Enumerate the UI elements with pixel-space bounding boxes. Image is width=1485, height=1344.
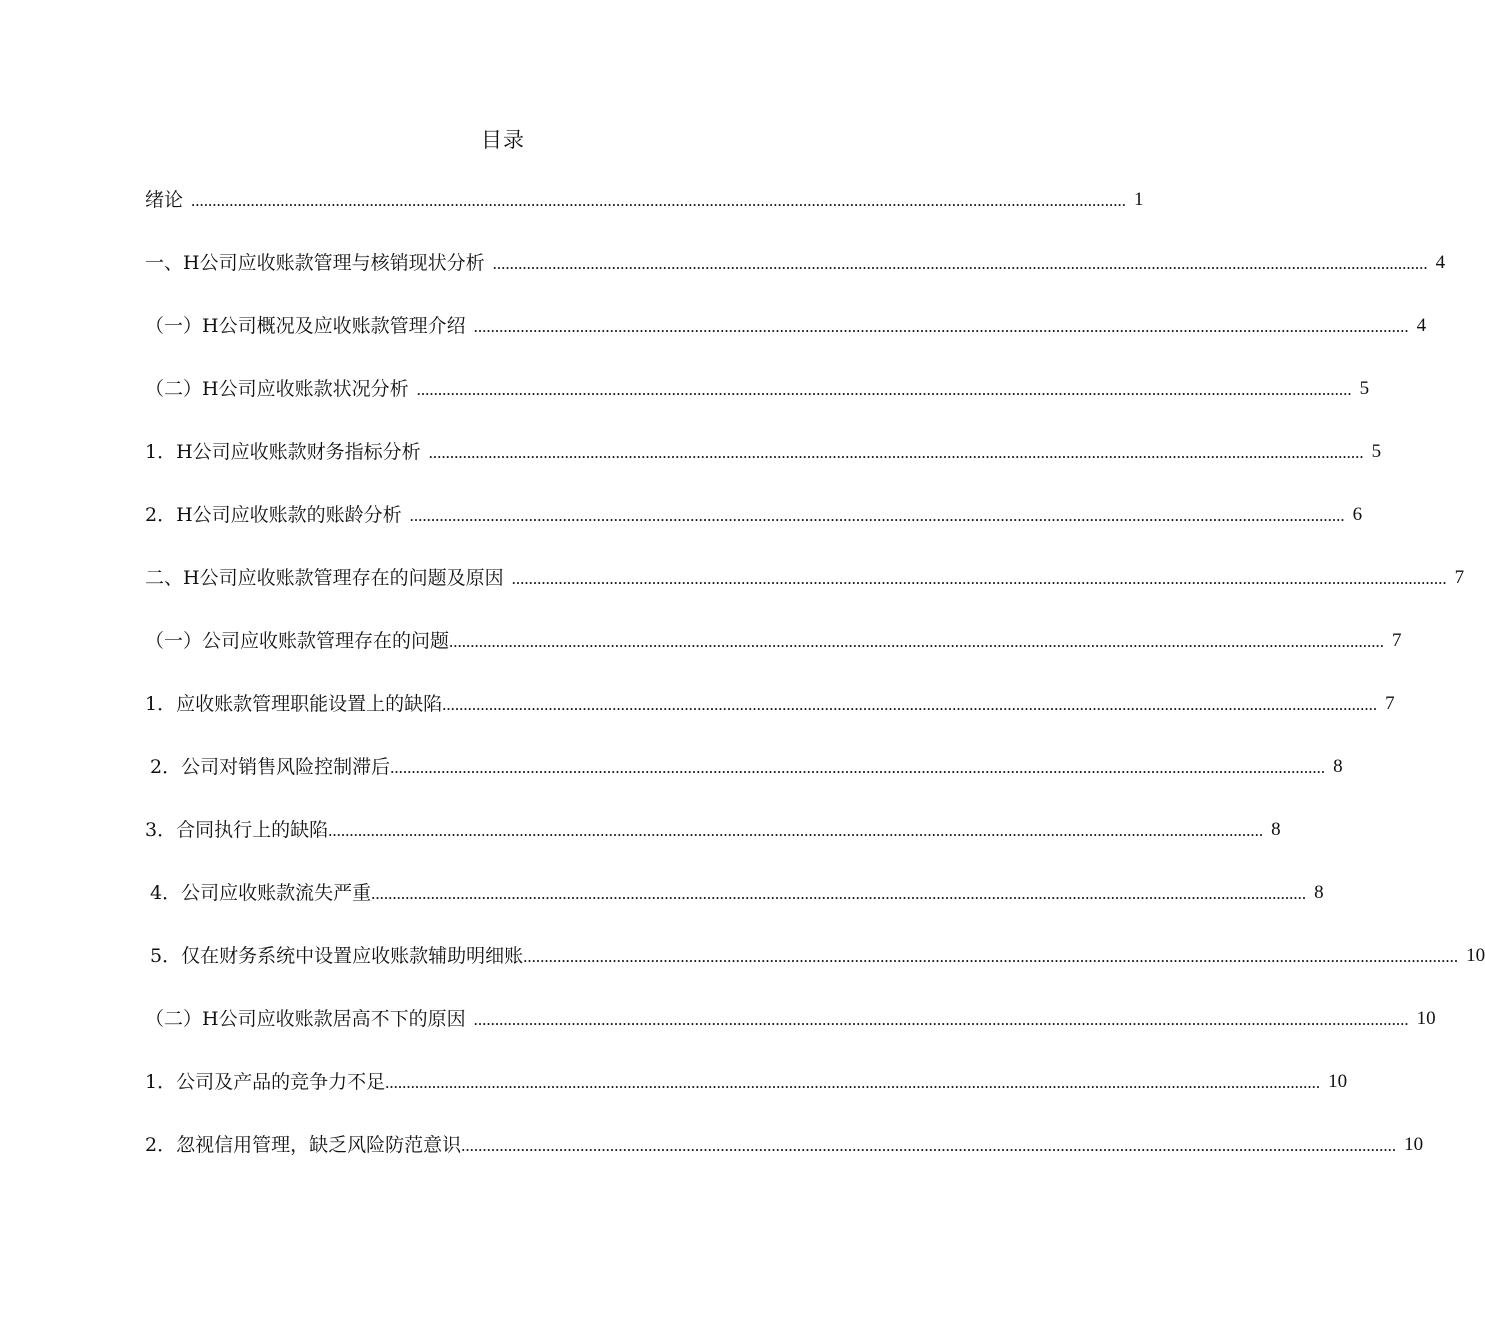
toc-entry-label: 2．H公司应收账款的账龄分析: [145, 504, 402, 526]
toc-leader-dots: ............................................................................................................................................................................................................................: [390, 758, 1326, 777]
toc-entry-label: 2．公司对销售风险控制滞后: [150, 756, 391, 778]
toc-entry-label: （二）H公司应收账款居高不下的原因: [145, 1008, 466, 1030]
toc-entry[interactable]: [150, 941, 1485, 971]
toc-page-number: 8: [1271, 819, 1281, 840]
toc-leader-dots: ............................................................................................................................................................................................................................: [449, 632, 1385, 651]
toc-entry[interactable]: [145, 185, 1144, 215]
toc-page-number: 10: [1466, 945, 1485, 966]
toc-page-number: 6: [1352, 504, 1363, 525]
toc-leader-dots: ............................................................................................................................................................................................................................: [328, 821, 1264, 840]
toc-title: 目录: [481, 128, 525, 152]
toc-entry[interactable]: [150, 878, 1324, 908]
toc-entry-label: 3．合同执行上的缺陷: [145, 819, 329, 841]
toc-page-number: 10: [1328, 1071, 1348, 1092]
toc-entry[interactable]: [150, 752, 1343, 782]
toc-entry-label: 1．应收账款管理职能设置上的缺陷: [145, 693, 443, 715]
toc-page-number: 8: [1314, 882, 1324, 903]
toc-entry[interactable]: [145, 563, 1465, 593]
toc-leader-dots: ............................................................................................................................................................................................................................: [442, 695, 1378, 714]
toc-page-number: 4: [1435, 252, 1446, 273]
toc-leader-dots: ............................................................................................................................................................................................................................: [428, 443, 1364, 462]
toc-leader-dots: ............................................................................................................................................................................................................................: [523, 947, 1459, 966]
toc-entry-label: 一、H公司应收账款管理与核销现状分析: [145, 252, 485, 274]
toc-entry-label: 二、H公司应收账款管理存在的问题及原因: [145, 567, 504, 589]
toc-entry-label: 2．忽视信用管理，缺乏风险防范意识: [145, 1134, 462, 1156]
toc-entry-label: 1．H公司应收账款财务指标分析: [145, 441, 421, 463]
toc-entry-label: 4．公司应收账款流失严重: [150, 882, 372, 904]
toc-entry-label: 5．仅在财务系统中设置应收账款辅助明细账: [150, 945, 524, 967]
toc-page-number: 10: [1404, 1134, 1424, 1155]
toc-entry[interactable]: [145, 500, 1363, 530]
toc-leader-dots: ............................................................................................................................................................................................................................: [473, 1010, 1409, 1029]
toc-entry[interactable]: [145, 311, 1427, 341]
toc-entry[interactable]: [145, 374, 1370, 404]
toc-page-number: 10: [1416, 1008, 1436, 1029]
toc-leader-dots: ............................................................................................................................................................................................................................: [473, 317, 1409, 336]
toc-page-number: 8: [1333, 756, 1343, 777]
toc-page-number: 5: [1371, 441, 1382, 462]
toc-leader-dots: ............................................................................................................................................................................................................................: [371, 884, 1307, 903]
toc-leader-dots: ............................................................................................................................................................................................................................: [492, 254, 1428, 273]
toc-entry[interactable]: [145, 626, 1402, 656]
toc-leader-dots: ............................................................................................................................................................................................................................: [191, 191, 1127, 210]
toc-entry-label: （一）公司应收账款管理存在的问题: [145, 630, 450, 652]
toc-entry[interactable]: [145, 437, 1382, 467]
toc-leader-dots: ............................................................................................................................................................................................................................: [385, 1073, 1321, 1092]
toc-entry[interactable]: [145, 1004, 1436, 1034]
toc-page-number: 7: [1454, 567, 1465, 588]
toc-leader-dots: ............................................................................................................................................................................................................................: [409, 506, 1345, 525]
toc-entry-label: 1．公司及产品的竞争力不足: [145, 1071, 386, 1093]
toc-page-number: 5: [1359, 378, 1370, 399]
toc-page-number: 7: [1392, 630, 1402, 651]
toc-page-number: 7: [1385, 693, 1395, 714]
toc-entry[interactable]: [145, 815, 1281, 845]
toc-entry-label: （一）H公司概况及应收账款管理介绍: [145, 315, 466, 337]
toc-entry[interactable]: [145, 689, 1395, 719]
toc-entry-label: （二）H公司应收账款状况分析: [145, 378, 409, 400]
toc-entry[interactable]: [145, 1067, 1348, 1097]
toc-entry[interactable]: [145, 1130, 1424, 1160]
toc-leader-dots: ............................................................................................................................................................................................................................: [461, 1136, 1397, 1155]
toc-page-number: 4: [1416, 315, 1427, 336]
toc-entry[interactable]: [145, 248, 1446, 278]
toc-leader-dots: ............................................................................................................................................................................................................................: [416, 380, 1352, 399]
toc-entry-label: 绪论: [145, 189, 184, 211]
toc-page-number: 1: [1134, 189, 1144, 210]
toc-leader-dots: ............................................................................................................................................................................................................................: [511, 569, 1447, 588]
